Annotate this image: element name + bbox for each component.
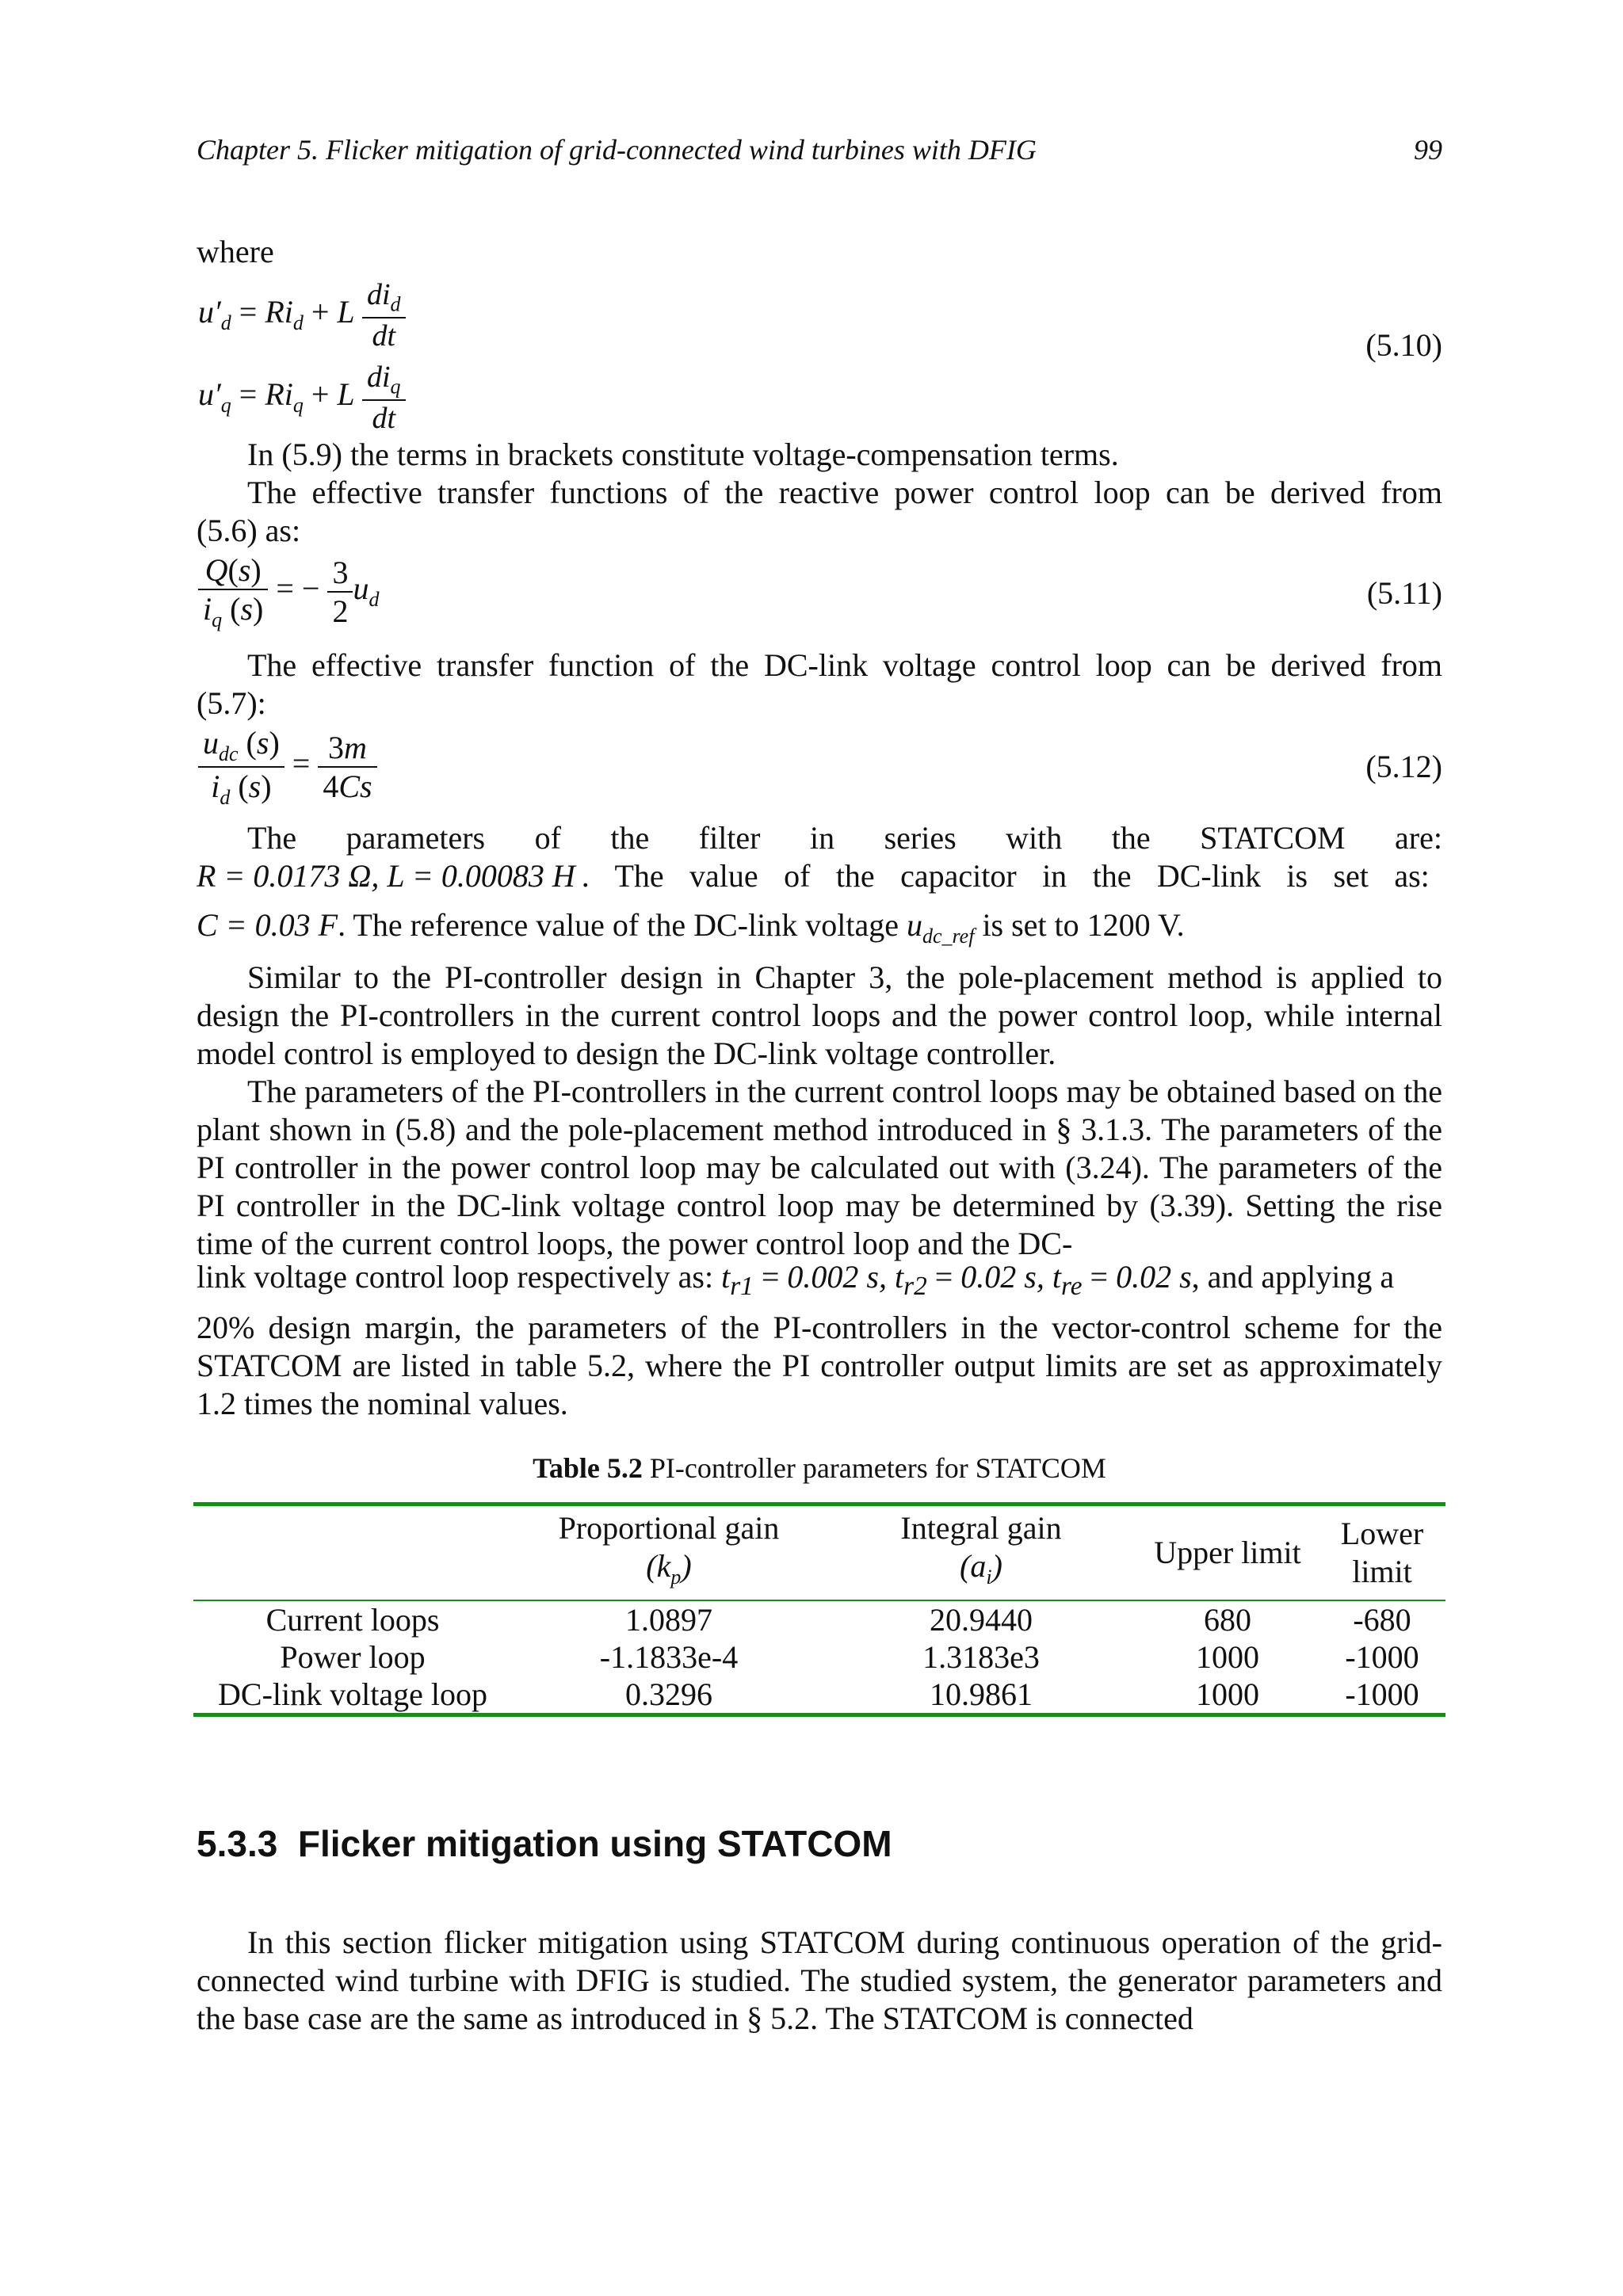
- paragraph: C = 0.03 F. The reference value of the DC-link voltage $u_{dc\_ref}$ is set to 1200 V.: [197, 907, 1185, 948]
- paragraph: In this section flicker mitigation using STATCOM during continuous operation of the grid-connected wind turbine with DFIG is studied. The studied system, the generator parameters and the base case are the same as introduced in § 5.2. The STATCOM is connected: [197, 1924, 1442, 2036]
- table-cell: -1.1833e-4: [599, 1639, 739, 1675]
- table-cell: 680: [1204, 1602, 1251, 1638]
- page-number: 99: [1414, 134, 1442, 166]
- running-title: Chapter 5. Flicker mitigation of grid-connected wind turbines with DFIG: [197, 134, 1037, 166]
- paragraph: The parameters of the PI-controllers in the current control loops may be obtained based on the plant shown in (5.8) and the pole-placement method introduced in § 3.1.3. The parameters of the PI controller in the power control loop may be calculated out with (3.24). The parameters of the PI controller in the DC-link voltage control loop may be determined by (3.39). Setting the rise time of the current control loops, the power control loop and the DC-: [197, 1074, 1442, 1261]
- udc-ref-symbol: $u_{dc\_ref}$: [906, 907, 975, 948]
- table-cell: 1000: [1196, 1676, 1259, 1712]
- table-header-cell: Upper limit: [1154, 1535, 1301, 1570]
- where-label: where: [197, 234, 274, 269]
- table-cell: Power loop: [280, 1639, 426, 1675]
- paragraph: link voltage control loop respectively as: $t_{r1} = 0.002$ s, $t_{r2} = 0.02$ s, $t_{re} = 0.02$ s, and applying a: [197, 1259, 1395, 1301]
- table-cell: -1000: [1345, 1639, 1419, 1675]
- table-cell: 1.3183e3: [922, 1639, 1040, 1675]
- equation-number: (5.11): [1366, 575, 1442, 611]
- equation-ud: $u'_d = Ri_d + L$ $\frac{di_d}{dt}$: [198, 277, 406, 353]
- table-cell: -680: [1353, 1602, 1411, 1638]
- table-caption: Table 5.2 PI-controller parameters for STATCOM: [533, 1452, 1106, 1484]
- table-cell: 1000: [1196, 1639, 1259, 1675]
- paragraph: (5.6) as:: [197, 513, 301, 548]
- paragraph: 20% design margin, the parameters of the PI-controllers in the vector-control scheme for the STATCOM are listed in table 5.2, where the PI controller output limits are set as approximately 1.2 times the nominal values.: [197, 1310, 1442, 1421]
- section-heading: 5.3.3 Flicker mitigation using STATCOM: [197, 1823, 892, 1864]
- table-cell: Current loops: [265, 1602, 440, 1638]
- table-cell: 10.9861: [930, 1676, 1033, 1712]
- table-cell: 0.3296: [625, 1676, 712, 1712]
- c-value: C = 0.03 F: [197, 907, 338, 943]
- table-header-cell: Lower limit: [1340, 1516, 1424, 1589]
- table-header-cell: [193, 1505, 512, 1601]
- paragraph: The effective transfer functions of the reactive power control loop can be derived from: [247, 475, 1442, 510]
- paragraph: In (5.9) the terms in brackets constitute voltage-compensation terms.: [247, 437, 1119, 472]
- rise-times: $t_{r1} = 0.002$ s, $t_{r2} = 0.02$ s, $t_{re} = 0.02$ s: [721, 1259, 1192, 1301]
- table-row: [193, 1638, 1445, 1676]
- table-row: [193, 1600, 1445, 1638]
- table-cell: DC-link voltage loop: [218, 1676, 487, 1712]
- paragraph: Similar to the PI-controller design in Chapter 3, the pole-placement method is applied to design the PI-controllers in the current control loops and the power control loop, while internal model control is employed to design the DC-link voltage controller.: [197, 959, 1442, 1071]
- equation-dc-transfer: $\frac{u_{dc} (s)}{i_d (s)}$ = $\frac{3m}{4Cs}$: [198, 724, 377, 810]
- equation-number: (5.12): [1365, 749, 1442, 784]
- equation-number: (5.10): [1365, 327, 1442, 363]
- equation-reactive-transfer: $\frac{Q(s)}{i_q (s)}$ = − $\frac{3}{2}$ $u_d$: [198, 551, 379, 632]
- table-cell: 20.9440: [930, 1602, 1033, 1638]
- equation-uq: $u'_q = Ri_q + L$ $\frac{di_q}{dt}$: [198, 360, 406, 436]
- table-cell: 1.0897: [625, 1602, 712, 1638]
- running-header: [197, 133, 1442, 166]
- table-header-cell: Integral gain $(a_i)$: [900, 1510, 1062, 1589]
- paragraph: The effective transfer function of the DC-link voltage control loop can be derived from: [247, 647, 1442, 683]
- paragraph: R = 0.0173 Ω, L = 0.00083 H . The value of the capacitor in the DC-link is set as:: [197, 858, 1430, 894]
- r-l-values: R = 0.0173 Ω, L = 0.00083 H: [197, 858, 575, 894]
- table-header-cell: Proportional gain $(k_p)$: [558, 1510, 780, 1589]
- paragraph: (5.7):: [197, 685, 266, 721]
- pi-parameters-table: [193, 1502, 1445, 1717]
- table-cell: -1000: [1345, 1676, 1419, 1712]
- paragraph: The parameters of the filter in series with the STATCOM are:: [247, 820, 1442, 856]
- table-row: [193, 1676, 1445, 1715]
